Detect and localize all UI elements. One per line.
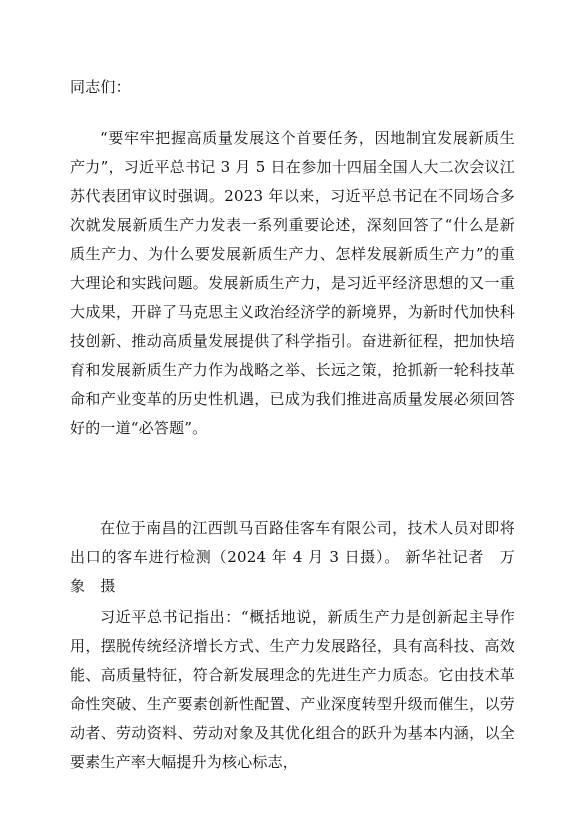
body-paragraph-1: “要牢牢把握高质量发展这个首要任务，因地制宜发展新质生产力”，习近平总书记 3 月 5 日在参加十四届全国人大二次会议江苏代表团审议时强调。2023 年以来，习近平总书记在不同场合多次就发展新质生产力发表一系列重要论述，深刻回答了“什么是新质生产力、为什么要发展新质生产力、怎样发展新质生产力”的重大理论和实践问题。发展新质生产力，是习近平经济思想的又一重大成果，开辟了马克思主义政治经济学的新境界，为新时代加快科技创新、推动高质量发展提供了科学指引。奋进新征程，把加快培育和发展新质生产力作为战略之举、长远之策，抢抓新一轮科技革命和产业变革的历史性机遇，已成为我们推进高质量发展必须回答好的一道“必答题”。 (70, 129, 515, 437)
body-paragraph-2: 习近平总书记指出：“概括地说，新质生产力是创新起主导作用，摆脱传统经济增长方式、生产力发展路径，具有高科技、高效能、高质量特征，符合新发展理念的先进生产力质态。它由技术革命性突破、生产要素创新性配置、产业深度转型升级而催生，以劳动者、劳动资料、劳动对象及其优化组合的跃升为基本内涵，以全要素生产率大幅提升为核心标志， (70, 608, 515, 771)
photo-caption: 在位于南昌的江西凯马百路佳客车有限公司，技术人员对即将出口的客车进行检测（2024 年 4 月 3 日摄）。 新华社记者 万象 摄 (70, 519, 515, 595)
salutation: 同志们： (70, 78, 131, 96)
